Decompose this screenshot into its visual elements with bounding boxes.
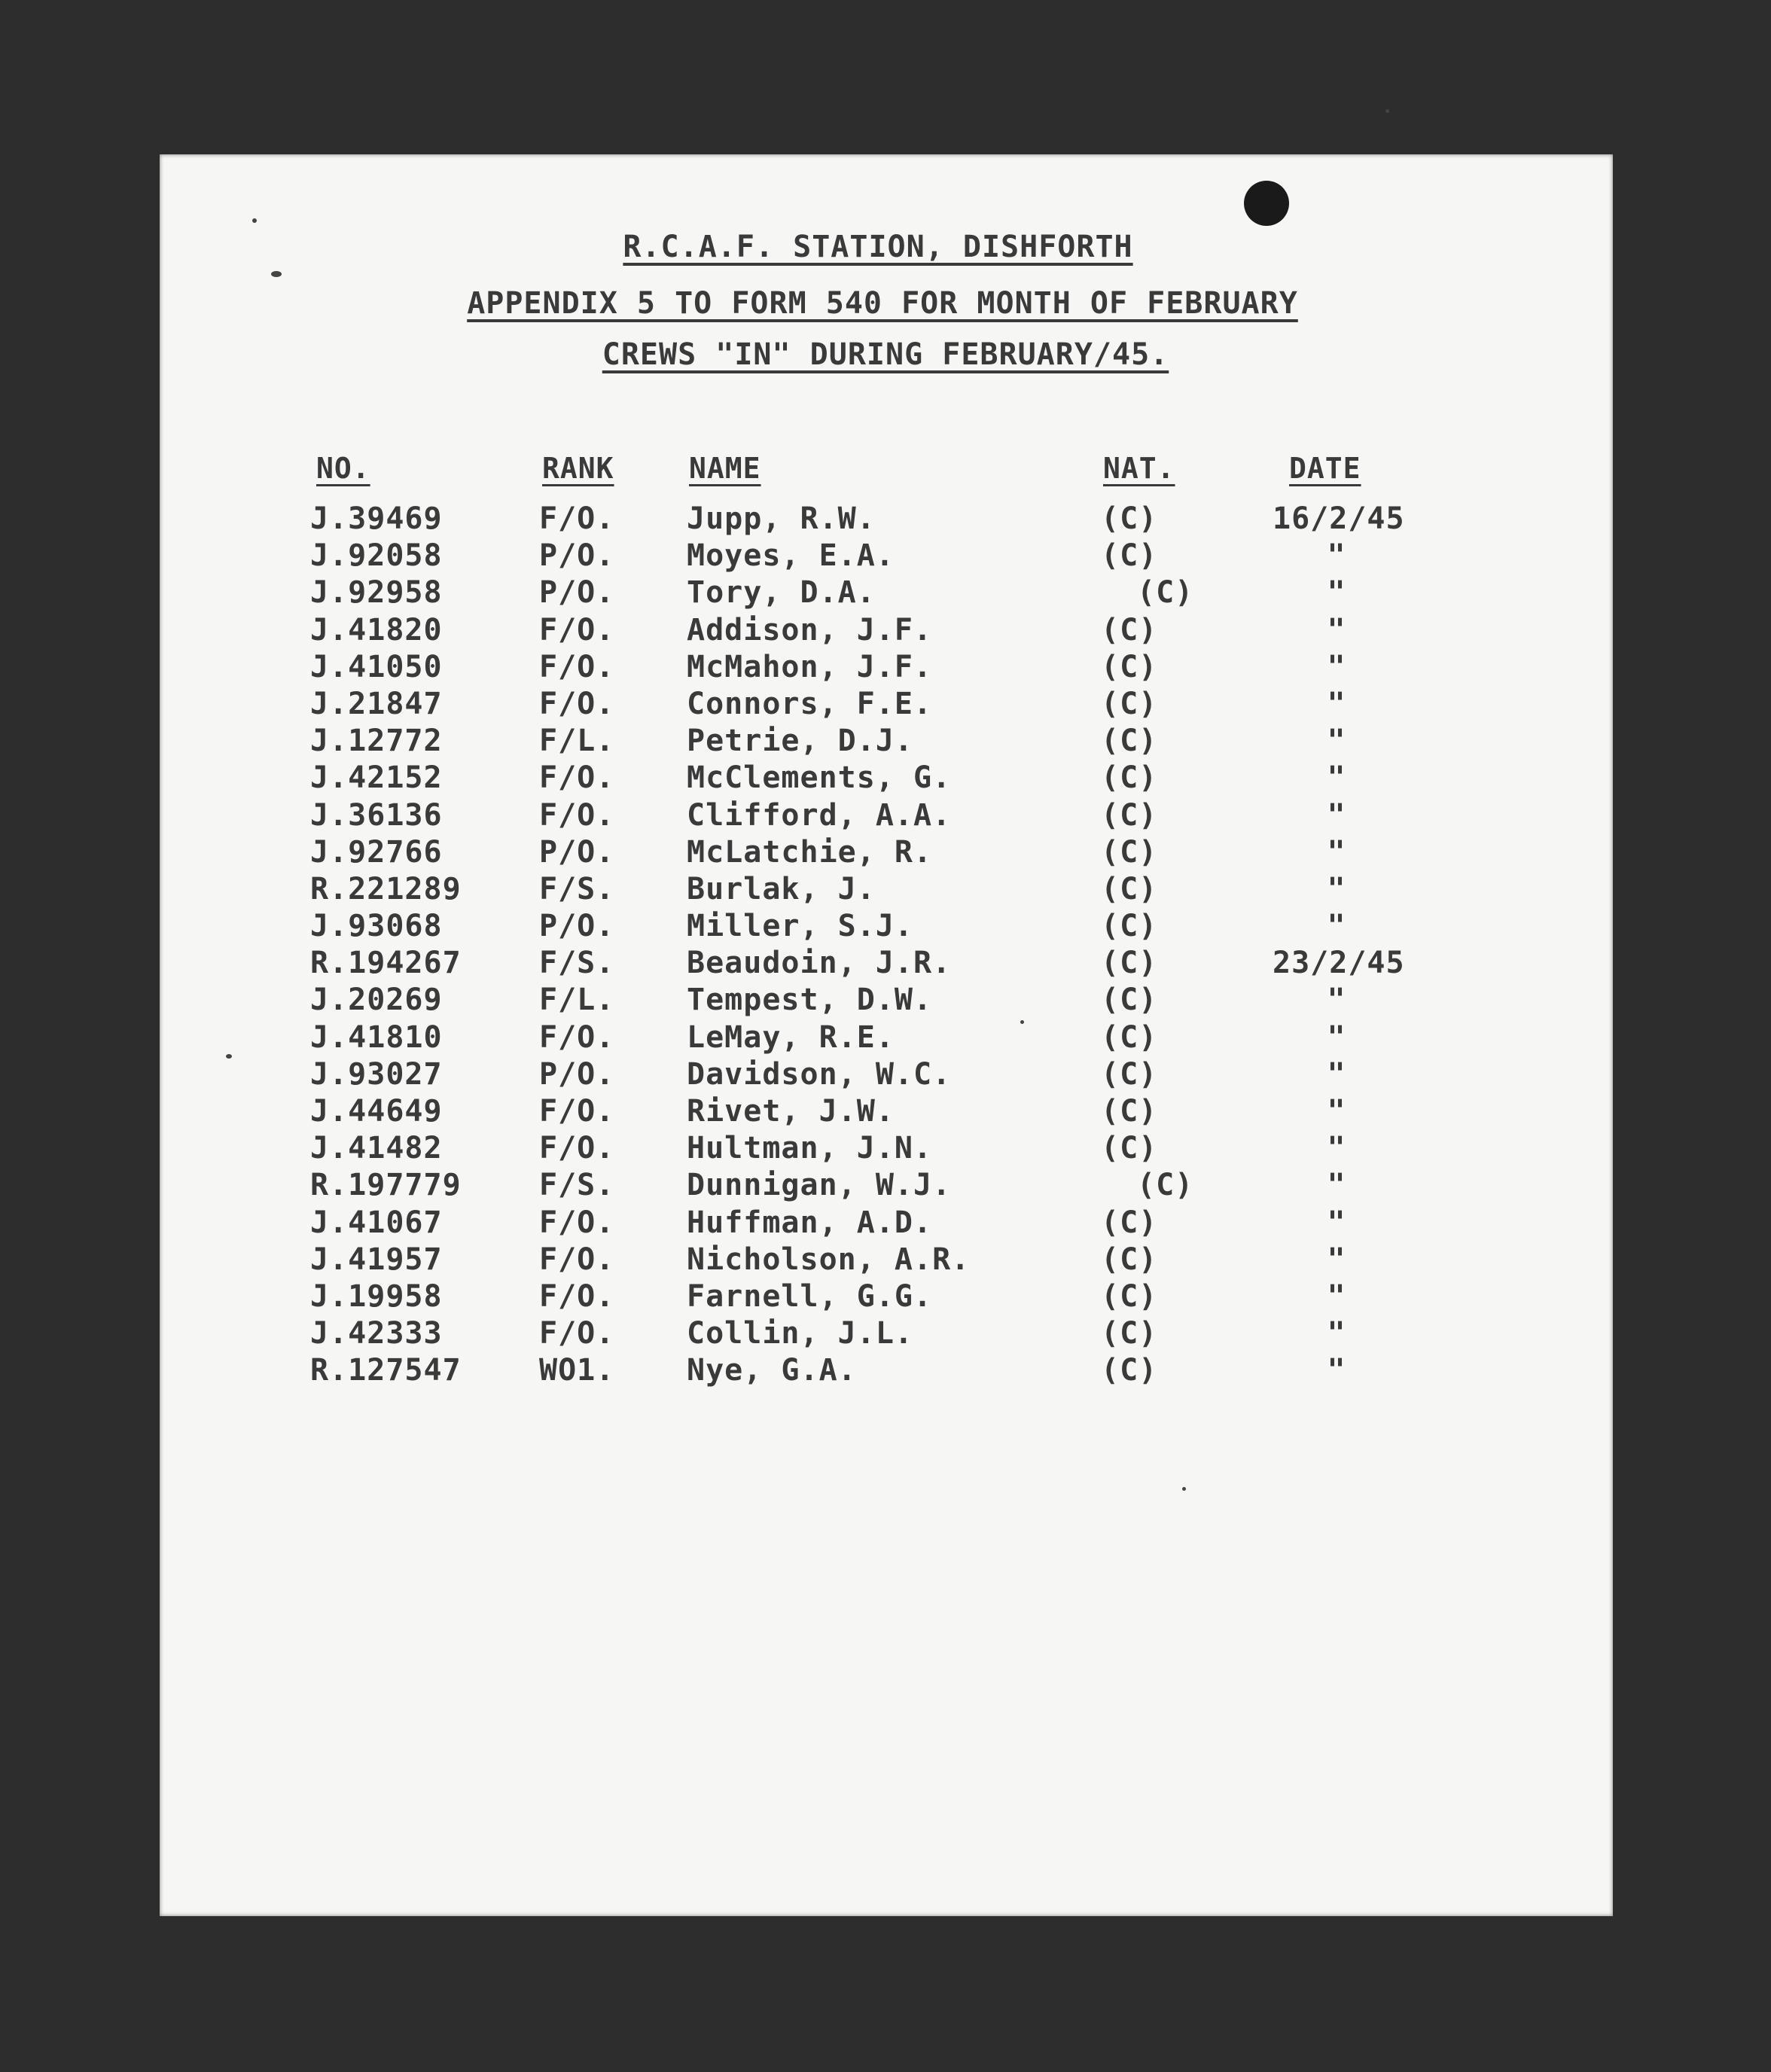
cell-no: R.127547: [310, 1353, 462, 1388]
table-row: [0, 1020, 1771, 1057]
cell-rank: P/O.: [539, 909, 615, 944]
cell-rank: F/O.: [539, 797, 615, 833]
table-row: [0, 946, 1771, 983]
header-rank: RANK: [542, 452, 614, 485]
cell-name: Jupp, R.W.: [687, 501, 876, 536]
table-row: [0, 1353, 1771, 1390]
cell-no: J.21847: [310, 686, 443, 721]
cell-date: ": [1327, 1353, 1346, 1388]
table-row: [0, 650, 1771, 687]
cell-no: J.41067: [310, 1205, 443, 1240]
cell-no: J.19958: [310, 1278, 443, 1314]
cell-rank: F/O.: [539, 1131, 615, 1166]
cell-nat: (C): [1101, 1205, 1158, 1240]
station-title: R.C.A.F. STATION, DISHFORTH: [623, 230, 1133, 264]
table-row: [0, 1131, 1771, 1168]
cell-nat: (C): [1101, 834, 1158, 870]
cell-nat: (C): [1101, 1278, 1158, 1314]
table-row: [0, 872, 1771, 909]
table-row: [0, 909, 1771, 946]
cell-rank: F/S.: [539, 871, 615, 906]
cell-rank: F/L.: [539, 724, 615, 759]
cell-nat: (C): [1101, 946, 1158, 981]
cell-name: Miller, S.J.: [687, 909, 913, 944]
cell-rank: F/O.: [539, 501, 615, 536]
cell-nat: (C): [1101, 1353, 1158, 1388]
cell-nat: (C): [1101, 1316, 1158, 1351]
cell-name: Nye, G.A.: [687, 1353, 857, 1388]
cell-date: ": [1327, 1131, 1346, 1166]
cell-no: J.36136: [310, 797, 443, 833]
cell-date: ": [1327, 649, 1346, 684]
cell-name: McLatchie, R.: [687, 834, 933, 870]
cell-rank: F/S.: [539, 946, 615, 981]
table-row: [0, 724, 1771, 760]
cell-name: Hultman, J.N.: [687, 1131, 933, 1166]
cell-date: 23/2/45: [1273, 946, 1405, 981]
header-nat: NAT.: [1103, 452, 1175, 485]
cell-date: ": [1327, 1205, 1346, 1240]
table-row: [0, 1242, 1771, 1279]
cell-date: ": [1327, 871, 1346, 906]
table-row: [0, 1205, 1771, 1242]
cell-no: J.92058: [310, 538, 443, 574]
cell-nat: (C): [1101, 1094, 1158, 1129]
crews-title: CREWS "IN" DURING FEBRUARY/45.: [602, 337, 1169, 372]
header-no: NO.: [316, 452, 370, 485]
cell-nat: (C): [1137, 1168, 1194, 1203]
cell-no: J.20269: [310, 983, 443, 1018]
cell-name: Connors, F.E.: [687, 686, 933, 721]
cell-rank: P/O.: [539, 575, 615, 611]
cell-no: J.44649: [310, 1094, 443, 1129]
cell-rank: F/O.: [539, 649, 615, 684]
cell-nat: (C): [1101, 612, 1158, 648]
cell-no: J.41482: [310, 1131, 443, 1166]
table-row: [0, 1316, 1771, 1353]
table-row: [0, 538, 1771, 575]
cell-date: ": [1327, 538, 1346, 574]
table-row: [0, 760, 1771, 797]
table-row: [0, 613, 1771, 650]
cell-no: J.42152: [310, 760, 443, 796]
cell-date: ": [1327, 909, 1346, 944]
table-row: [0, 575, 1771, 612]
cell-no: J.41810: [310, 1019, 443, 1055]
cell-date: ": [1327, 834, 1346, 870]
cell-nat: (C): [1101, 871, 1158, 906]
table-row: [0, 501, 1771, 538]
cell-no: J.93027: [310, 1056, 443, 1092]
cell-name: Farnell, G.G.: [687, 1278, 933, 1314]
cell-name: McMahon, J.F.: [687, 649, 933, 684]
cell-nat: (C): [1101, 1019, 1158, 1055]
cell-nat: (C): [1101, 686, 1158, 721]
header-date: DATE: [1289, 452, 1361, 485]
cell-name: LeMay, R.E.: [687, 1019, 895, 1055]
cell-no: J.93068: [310, 909, 443, 944]
cell-no: J.41957: [310, 1242, 443, 1277]
cell-name: Clifford, A.A.: [687, 797, 952, 833]
cell-nat: (C): [1101, 724, 1158, 759]
cell-name: Tory, D.A.: [687, 575, 876, 611]
cell-nat: (C): [1101, 538, 1158, 574]
cell-rank: P/O.: [539, 538, 615, 574]
cell-nat: (C): [1101, 983, 1158, 1018]
cell-rank: F/O.: [539, 1316, 615, 1351]
table-row: [0, 835, 1771, 872]
cell-date: 16/2/45: [1273, 501, 1405, 536]
cell-nat: (C): [1101, 760, 1158, 796]
cell-no: J.39469: [310, 501, 443, 536]
cell-date: ": [1327, 1316, 1346, 1351]
cell-rank: P/O.: [539, 1056, 615, 1092]
cell-rank: F/S.: [539, 1168, 615, 1203]
cell-no: R.194267: [310, 946, 462, 981]
cell-nat: (C): [1101, 1056, 1158, 1092]
cell-date: ": [1327, 1094, 1346, 1129]
cell-date: ": [1327, 760, 1346, 796]
cell-name: Addison, J.F.: [687, 612, 933, 648]
cell-nat: (C): [1101, 797, 1158, 833]
cell-no: R.197779: [310, 1168, 462, 1203]
cell-name: Beaudoin, J.R.: [687, 946, 952, 981]
cell-date: ": [1327, 686, 1346, 721]
cell-date: ": [1327, 724, 1346, 759]
punch-hole: [1244, 181, 1289, 226]
cell-date: ": [1327, 1242, 1346, 1277]
cell-name: Dunnigan, W.J.: [687, 1168, 952, 1203]
cell-no: J.41820: [310, 612, 443, 648]
cell-nat: (C): [1137, 575, 1194, 611]
cell-date: ": [1327, 1278, 1346, 1314]
cell-rank: F/O.: [539, 686, 615, 721]
cell-name: Petrie, D.J.: [687, 724, 913, 759]
cell-nat: (C): [1101, 649, 1158, 684]
table-row: [0, 1094, 1771, 1131]
cell-date: ": [1327, 612, 1346, 648]
cell-no: J.92958: [310, 575, 443, 611]
cell-rank: F/O.: [539, 612, 615, 648]
cell-rank: F/O.: [539, 1242, 615, 1277]
table-row: [0, 1057, 1771, 1094]
cell-rank: F/O.: [539, 1278, 615, 1314]
cell-date: ": [1327, 983, 1346, 1018]
table-row: [0, 687, 1771, 724]
cell-name: McClements, G.: [687, 760, 952, 796]
cell-date: ": [1327, 797, 1346, 833]
cell-no: J.92766: [310, 834, 443, 870]
table-row: [0, 983, 1771, 1019]
header-name: NAME: [689, 452, 761, 485]
appendix-title: APPENDIX 5 TO FORM 540 FOR MONTH OF FEBRUARY: [467, 286, 1298, 321]
cell-rank: F/O.: [539, 1094, 615, 1129]
cell-no: J.42333: [310, 1316, 443, 1351]
cell-name: Rivet, J.W.: [687, 1094, 895, 1129]
cell-name: Collin, J.L.: [687, 1316, 913, 1351]
cell-no: R.221289: [310, 871, 462, 906]
cell-nat: (C): [1101, 501, 1158, 536]
cell-nat: (C): [1101, 1131, 1158, 1166]
cell-name: Burlak, J.: [687, 871, 876, 906]
cell-name: Davidson, W.C.: [687, 1056, 952, 1092]
cell-no: J.12772: [310, 724, 443, 759]
cell-name: Tempest, D.W.: [687, 983, 933, 1018]
cell-nat: (C): [1101, 1242, 1158, 1277]
cell-rank: F/O.: [539, 760, 615, 796]
cell-date: ": [1327, 575, 1346, 611]
cell-rank: F/O.: [539, 1019, 615, 1055]
cell-nat: (C): [1101, 909, 1158, 944]
cell-date: ": [1327, 1168, 1346, 1203]
cell-date: ": [1327, 1056, 1346, 1092]
cell-name: Nicholson, A.R.: [687, 1242, 971, 1277]
crew-table-body: [0, 501, 1771, 1391]
cell-rank: P/O.: [539, 834, 615, 870]
table-row: [0, 798, 1771, 835]
table-row: [0, 1279, 1771, 1316]
table-row: [0, 1168, 1771, 1205]
cell-name: Huffman, A.D.: [687, 1205, 933, 1240]
cell-no: J.41050: [310, 649, 443, 684]
cell-date: ": [1327, 1019, 1346, 1055]
cell-rank: F/O.: [539, 1205, 615, 1240]
cell-name: Moyes, E.A.: [687, 538, 895, 574]
cell-rank: F/L.: [539, 983, 615, 1018]
cell-rank: WO1.: [539, 1353, 615, 1388]
